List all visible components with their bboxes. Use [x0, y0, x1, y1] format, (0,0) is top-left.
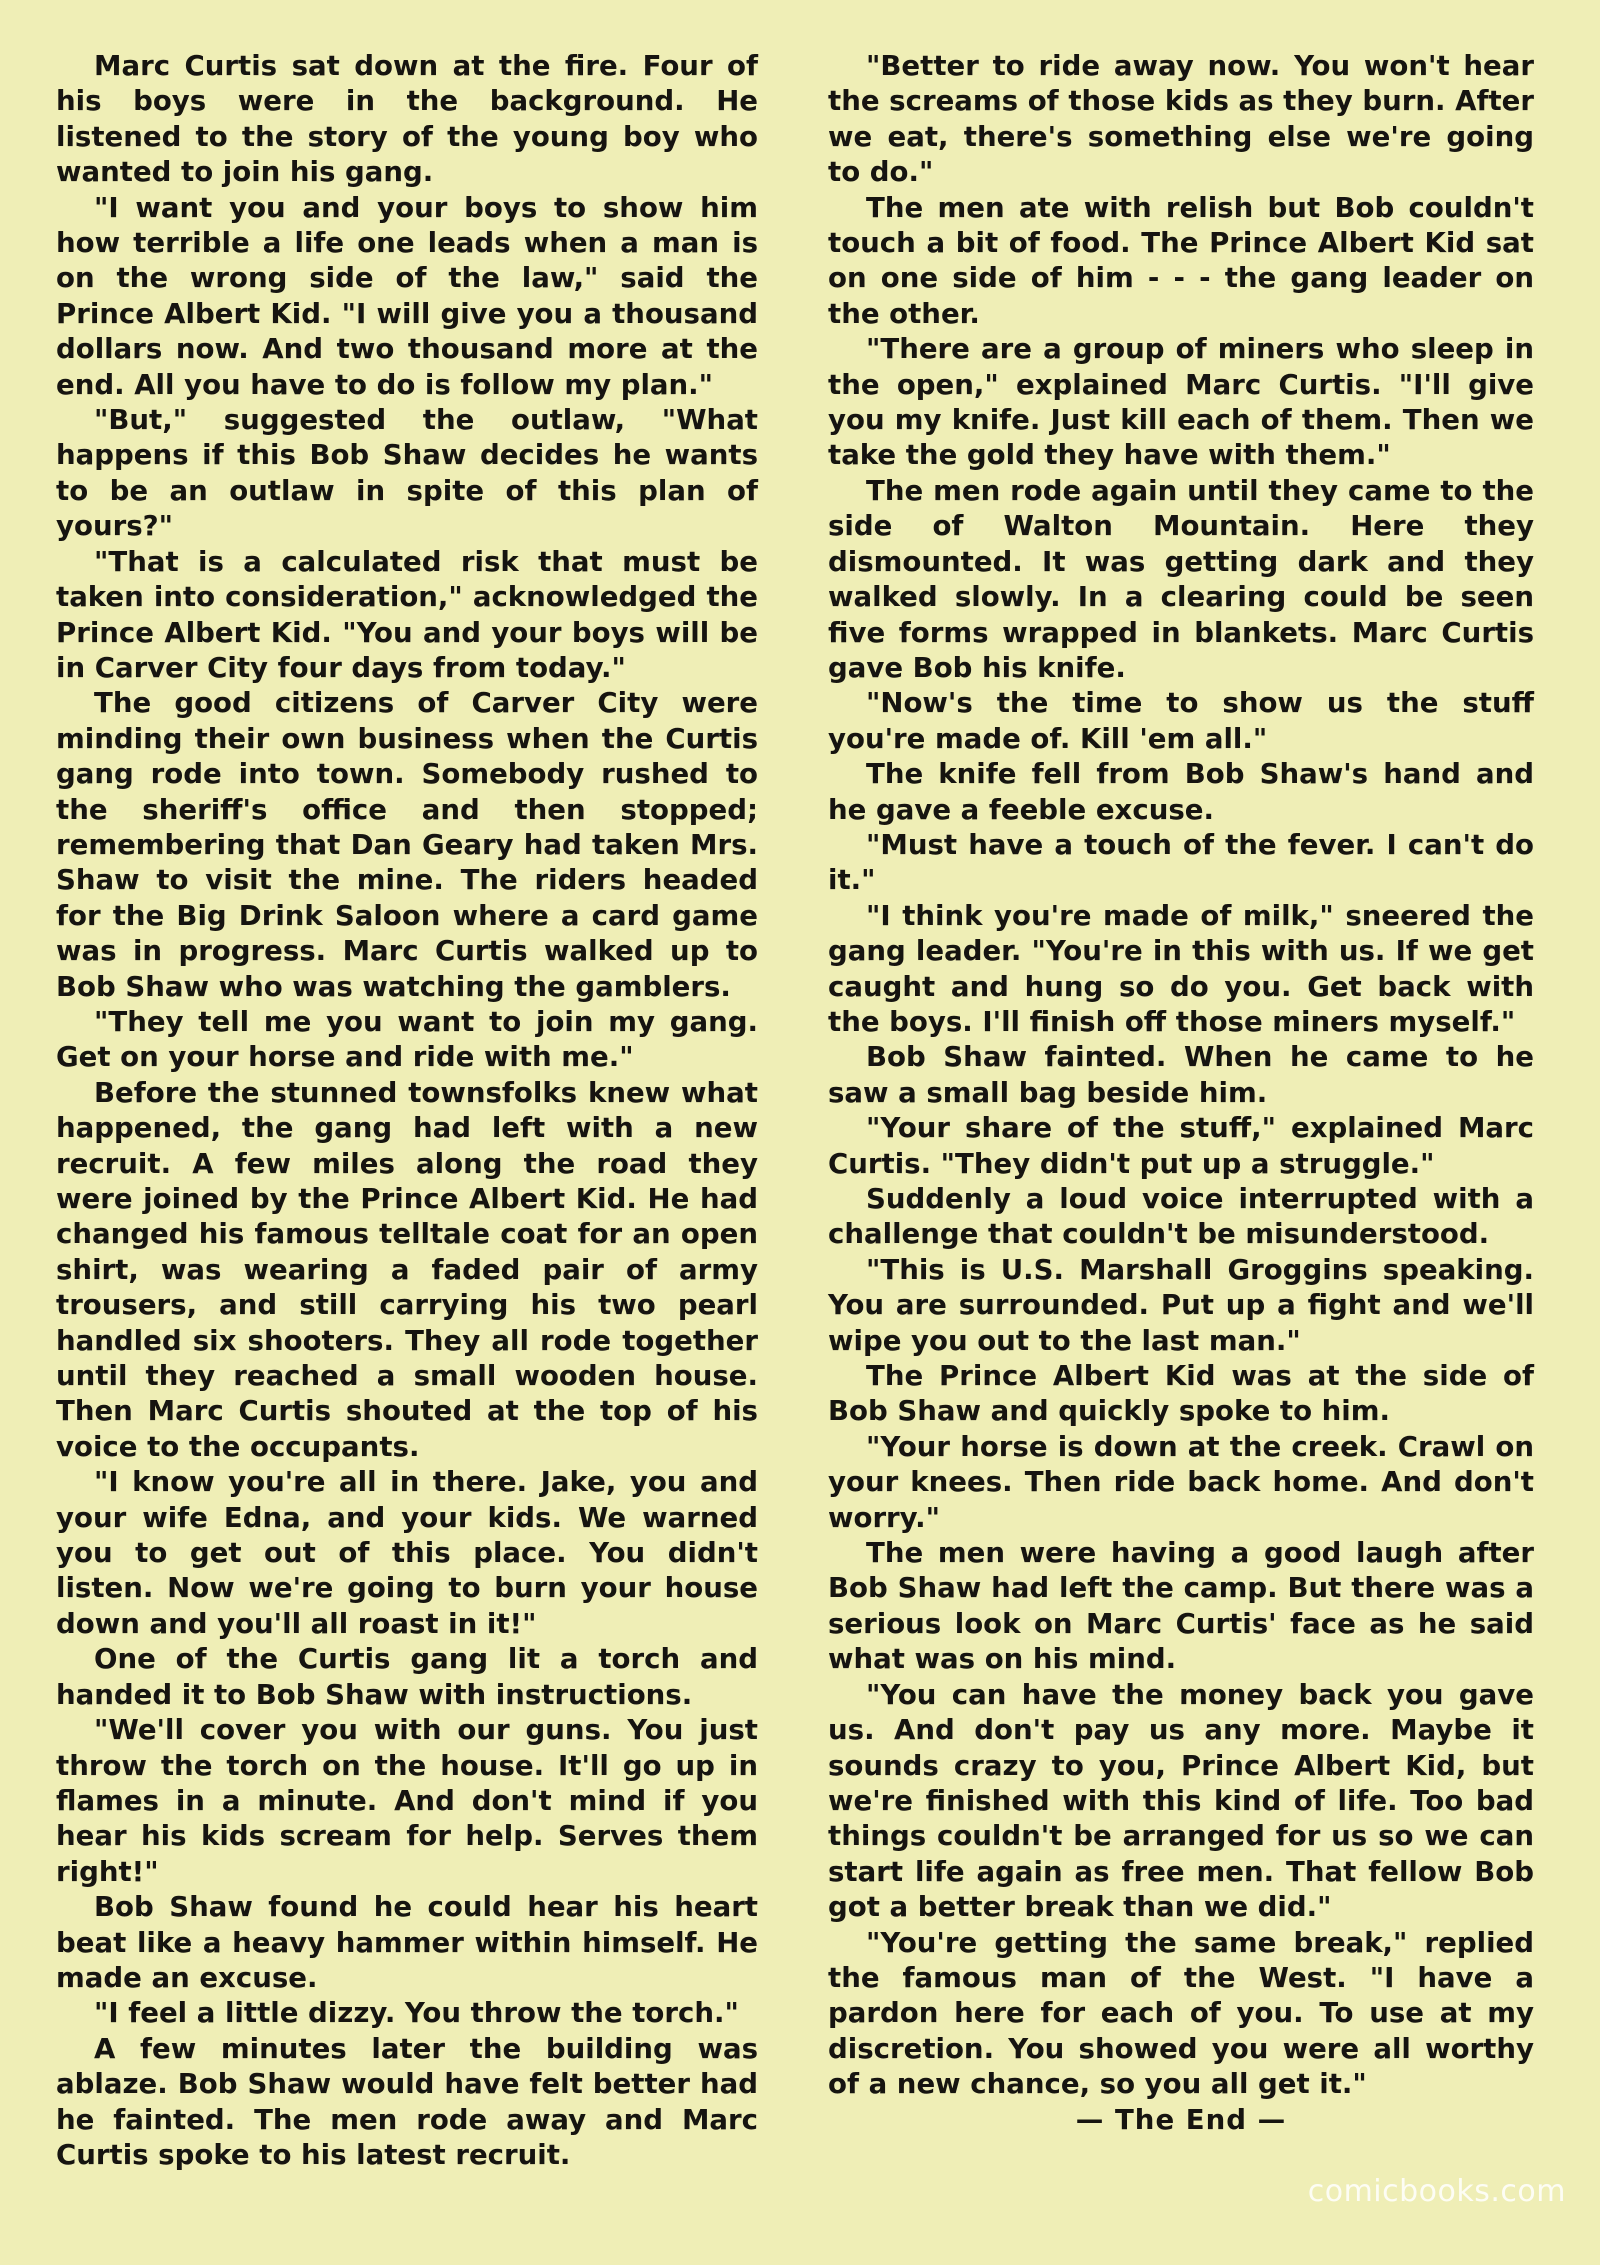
paragraph: "There are a group of miners who sleep in the open," explained Marc Curtis. "I'll give you my knife. Just kill each of them. Then we take the gold they have with them.": [828, 332, 1534, 472]
paragraph: Suddenly a loud voice interrupted with a challenge that couldn't be misunderstood.: [828, 1182, 1534, 1251]
paragraph: One of the Curtis gang lit a torch and handed it to Bob Shaw with instructions.: [56, 1642, 758, 1711]
paragraph: "I feel a little dizzy. You throw the torch.": [94, 1996, 739, 2030]
left-column: [56, 48, 758, 2172]
paragraph: Bob Shaw fainted. When he came to he saw a small bag beside him.: [828, 1040, 1534, 1109]
paragraph: "They tell me you want to join my gang. Get on your horse and ride with me.": [56, 1004, 758, 1074]
paragraph: The knife fell from Bob Shaw's hand and he gave a feeble excuse.: [828, 757, 1534, 826]
paragraph: "But," suggested the outlaw, "What happens if this Bob Shaw decides he wants to be an outlaw in spite of this plan of yours?": [56, 403, 758, 543]
paragraph: Before the stunned townsfolks knew what happened, the gang had left with a new recruit. A few miles along the road they were joined by the Prince Albert Kid. He had changed his famous telltale coat for an open shirt, was wearing a faded pair of army trousers, and still carrying his two pearl handled six shooters. They all rode together until they reached a small wooden house. Then Marc Curtis shouted at the top of his voice to the occupants.: [56, 1075, 758, 1463]
paragraph: The men were having a good laugh after Bob Shaw had left the camp. But there was a serious look on Marc Curtis' face as he said what was on his mind.: [828, 1536, 1534, 1676]
paragraph: "You're getting the same break," replied the famous man of the West. "I have a pardon here for each of you. To use at my discretion. You showed you were all worthy of a new chance, so you all get it.": [828, 1925, 1534, 2101]
paragraph: Bob Shaw found he could hear his heart beat like a heavy hammer within himself. He made an excuse.: [56, 1890, 758, 1994]
paragraph: "This is U.S. Marshall Groggins speaking. You are surrounded. Put up a fight and we'll wipe you out to the last man.": [828, 1252, 1534, 1357]
paragraph: "You can have the money back you gave us. And don't pay us any more. Maybe it sounds crazy to you, Prince Albert Kid, but we're finished with this kind of life. Too bad things couldn't be arranged for us so we can start life again as free men. That fellow Bob got a better break than we did.": [828, 1677, 1534, 1924]
paragraph: "I know you're all in there. Jake, you and your wife Edna, and your kids. We warned you to get out of this place. You didn't listen. Now we're going to burn your house down and you'll all roast in it!": [56, 1465, 758, 1640]
paragraph: "Your share of the stuff," explained Marc Curtis. "They didn't put up a struggle.": [828, 1111, 1534, 1180]
paragraph: Marc Curtis sat down at the fire. Four of his boys were in the background. He listened to the story of the young boy who wanted to join his gang.: [56, 49, 758, 189]
paragraph: "Now's the time to show us the stuff you're made of. Kill 'em all.": [828, 686, 1534, 755]
paragraph: The good citizens of Carver City were minding their own business when the Curtis gang rode into town. Somebody rushed to the sheriff's office and then stopped; remembering that Dan Geary had taken Mrs. Shaw to visit the mine. The riders headed for the Big Drink Saloon where a card game was in progress. Marc Curtis walked up to Bob Shaw who was watching the gamblers.: [56, 686, 758, 1003]
paragraph: "Better to ride away now. You won't hear the screams of those kids as they burn. After we eat, there's something else we're going to do.": [828, 49, 1534, 189]
paragraph: "I want you and your boys to show him how terrible a life one leads when a man is on the wrong side of the law," said the Prince Albert Kid. "I will give you a thousand dollars now. And two thousand more at the end. All you have to do is follow my plan.": [56, 190, 758, 401]
paragraph: "I think you're made of milk," sneered the gang leader. "You're in this with us. If we get caught and hung so do you. Get back with the boys. I'll finish off those miners myself.": [828, 898, 1534, 1038]
paragraph: "We'll cover you with our guns. You just throw the torch on the house. It'll go up in flames in a minute. And don't mind if you hear his kids scream for help. Serves them right!": [56, 1713, 758, 1888]
paragraph: The Prince Albert Kid was at the side of Bob Shaw and quickly spoke to him.: [828, 1359, 1534, 1428]
paragraph: The men rode again until they came to the side of Walton Mountain. Here they dismounted. It was getting dark and they walked slowly. In a clearing could be seen five forms wrapped in blankets. Marc Curtis gave Bob his knife.: [828, 473, 1534, 684]
site-watermark: comicbooks.com: [1307, 2174, 1566, 2209]
paragraph: "Your horse is down at the creek. Crawl on your knees. Then ride back home. And don't worry.": [828, 1429, 1534, 1534]
paragraph: "That is a calculated risk that must be taken into consideration," acknowledged the Prince Albert Kid. "You and your boys will be in Carver City four days from today.": [56, 544, 758, 684]
paragraph: "Must have a touch of the fever. I can't do it.": [828, 827, 1534, 897]
paragraph: A few minutes later the building was ablaze. Bob Shaw would have felt better had he fainted. The men rode away and Marc Curtis spoke to his latest recruit.: [56, 2031, 758, 2171]
the-end-label: — The End —: [1075, 2102, 1287, 2136]
right-column: [828, 48, 1534, 2137]
paragraph: The men ate with relish but Bob couldn't touch a bit of food. The Prince Albert Kid sat on one side of him - - - the gang leader on the other.: [828, 190, 1534, 330]
